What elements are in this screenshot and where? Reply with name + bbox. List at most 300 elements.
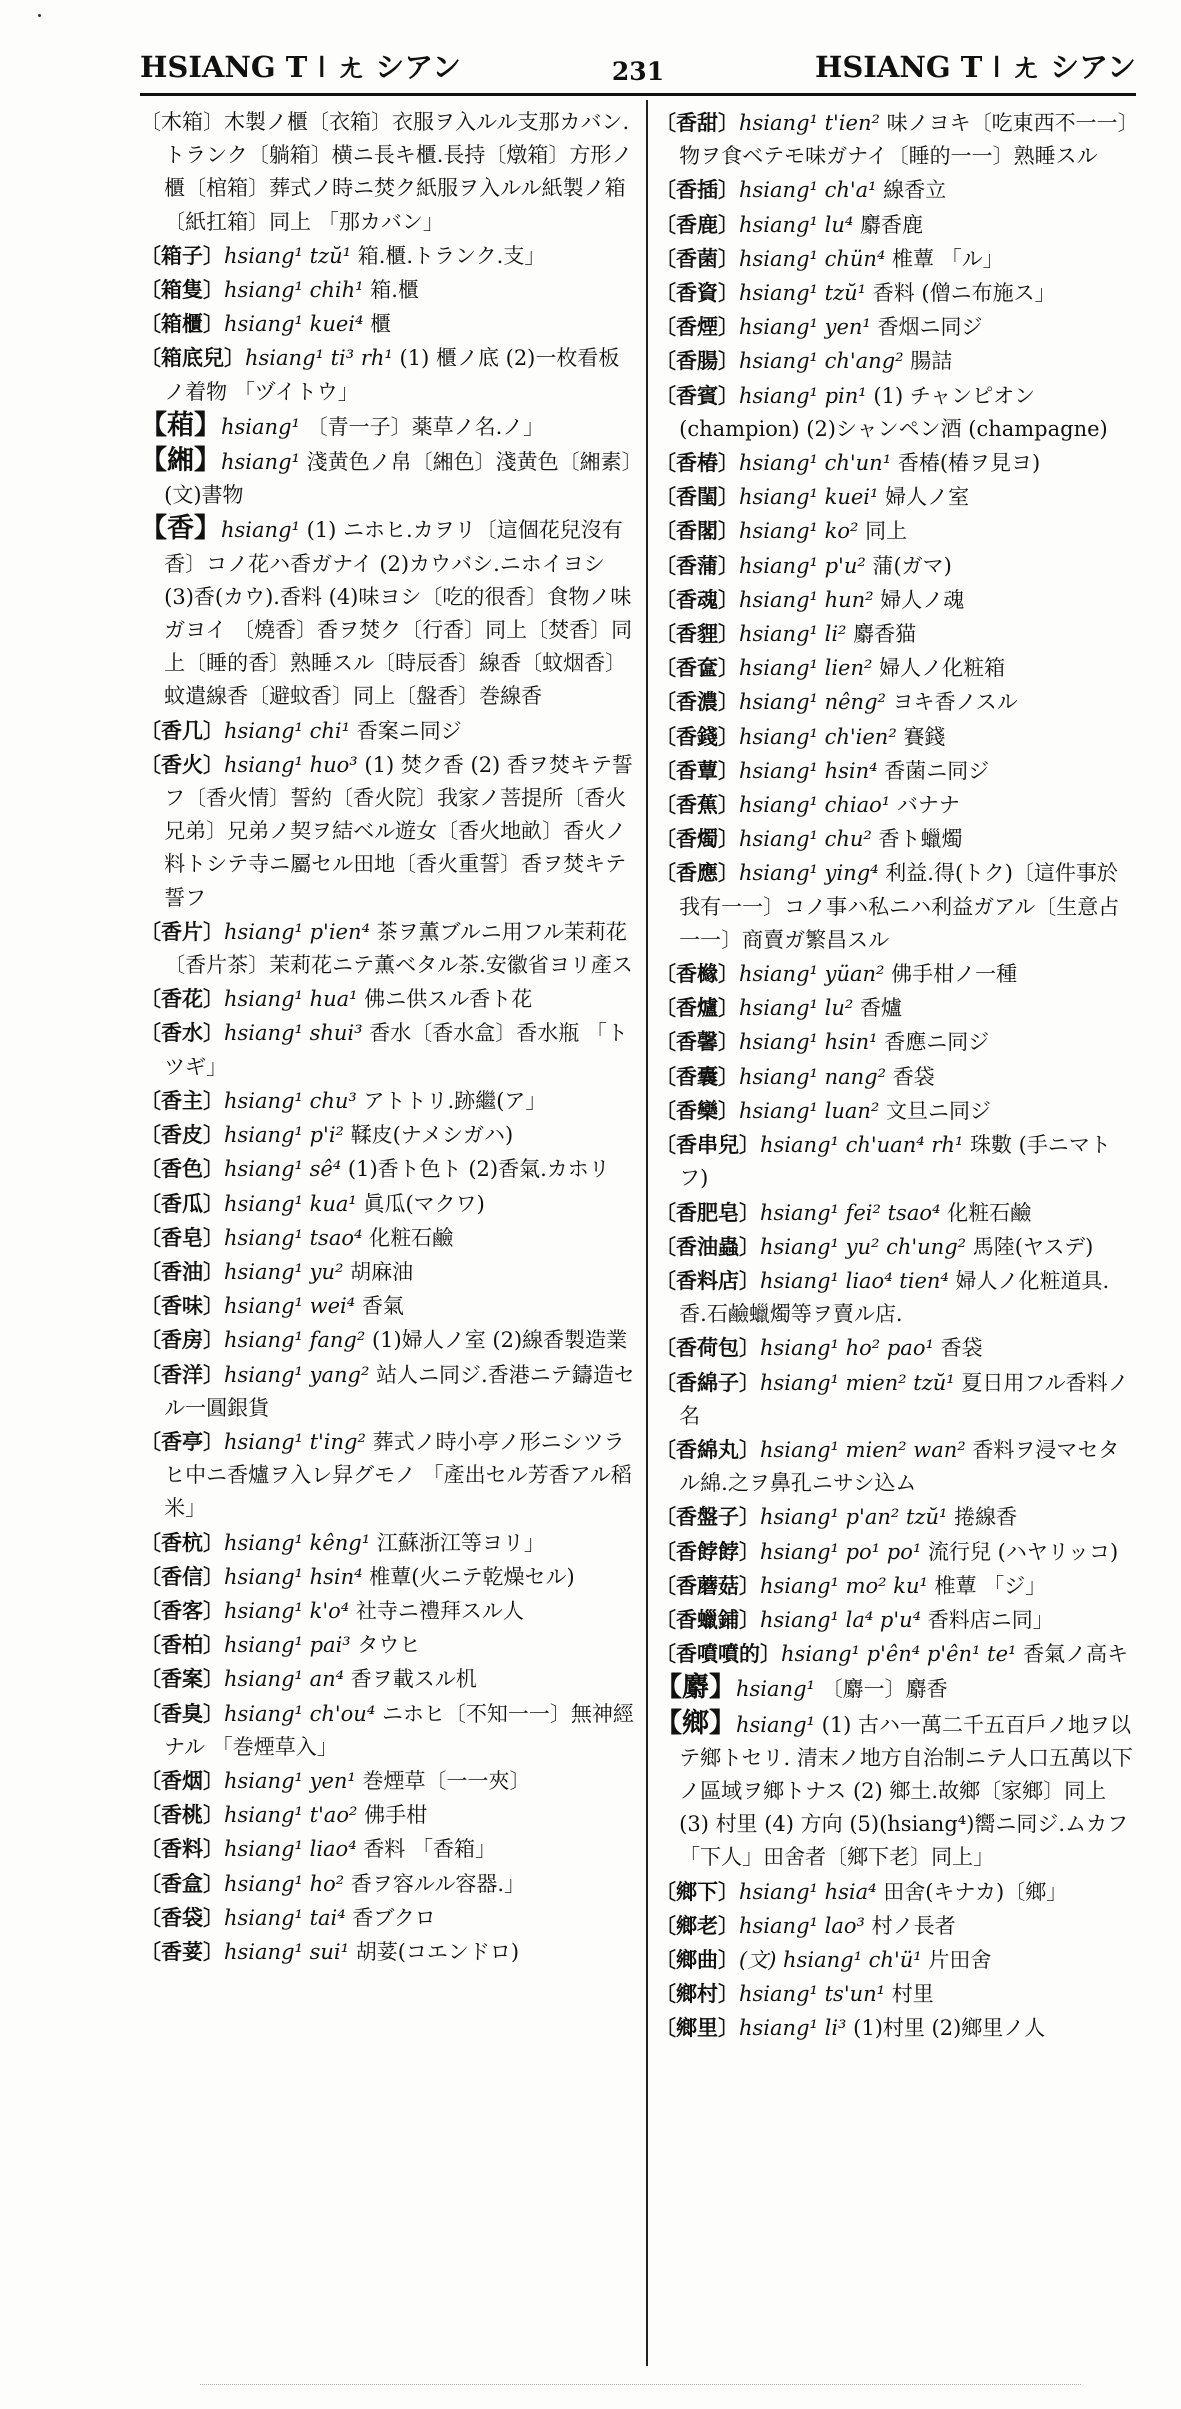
entry-romanization: hsiang¹ ch'uan⁴ rh¹	[760, 1133, 964, 1158]
entry-romanization: hsiang¹ lien²	[739, 656, 873, 681]
print-speck	[38, 14, 41, 17]
entry-romanization: (文) hsiang¹ ch'ü¹	[739, 1947, 922, 1972]
entry-definition: 香料 (僧ニ布施ス」	[872, 281, 1056, 306]
entry-definition: 佛手柑	[364, 1803, 428, 1828]
entry-romanization: hsiang¹ liao⁴ tien⁴	[760, 1268, 949, 1293]
dictionary-entry	[655, 1264, 1136, 1331]
entry-definition: 婦人ノ化粧道具.香.石鹼蠟燭等ヲ賣ル店.	[679, 1268, 1110, 1327]
entry-definition: 香案ニ同ジ	[356, 718, 462, 743]
dictionary-entry	[140, 1016, 637, 1083]
entry-headword: 〔香色〕	[140, 1156, 224, 1182]
entry-headword: 〔香盤子〕	[655, 1504, 760, 1530]
bottom-dotted-edge	[200, 2384, 1081, 2385]
entry-definition: 麝香猫	[853, 622, 917, 647]
entry-headword: 〔香洋〕	[140, 1361, 224, 1387]
entry-headword: 〔香魂〕	[655, 586, 739, 612]
entry-headword: 〔香盒〕	[140, 1870, 224, 1896]
entry-definition: 江蘇浙江等ヨリ」	[376, 1530, 545, 1555]
entry-definition: 香氣	[361, 1294, 404, 1319]
dictionary-entry	[140, 1867, 637, 1901]
entry-definition: 胡荽(コエンドロ)	[355, 1939, 520, 1964]
entry-headword: 〔鄉村〕	[655, 1981, 739, 2007]
entry-definition: 佛ニ供スル香ト花	[364, 987, 533, 1012]
entry-definition: 香ヲ載スル机	[350, 1667, 477, 1692]
dictionary-entry	[655, 208, 1136, 242]
entry-romanization: hsiang¹	[221, 518, 300, 543]
entry-definition: (1) チャンピオン (champion) (2)シャンペン酒 (champagne)	[679, 383, 1108, 441]
entry-definition: 婦人ノ室	[885, 485, 970, 510]
entry-headword: 〔香甜〕	[655, 110, 739, 135]
dictionary-entry	[655, 788, 1136, 822]
entry-definition: 婦人ノ化粧箱	[879, 656, 1006, 681]
entry-headword: 〔香几〕	[140, 717, 224, 743]
entry-definition: 田舍(キナカ)〔鄉」	[883, 1879, 1068, 1904]
entry-headword: 〔香鹿〕	[655, 211, 739, 237]
dictionary-entry	[655, 173, 1136, 207]
entry-headword: 〔香錢〕	[655, 723, 739, 749]
entry-definition: 麝香鹿	[859, 212, 923, 237]
entry-headword: 〔香袋〕	[140, 1904, 224, 1930]
entry-definition: 香袋	[940, 1336, 983, 1361]
entry-definition: 化粧石鹼	[369, 1225, 454, 1250]
entry-definition: (1)香ト色ト (2)香氣.カホリ	[347, 1157, 610, 1182]
entry-definition: 香椿(椿ヲ見ヨ)	[897, 451, 1041, 476]
entry-definition: 香氣ノ高キ	[1023, 1642, 1129, 1667]
dictionary-entry	[140, 512, 637, 713]
entry-definition: 村ノ長者	[871, 1913, 956, 1938]
entry-definition: (1) 古ハ一萬二千五百戶ノ地ヲ以テ鄉トセリ. 清末ノ地方自治制ニテ人口五萬以下ノ區域ヲ鄉トナス (2) 鄉土.故鄉〔家鄉〕同上 (3) 村里 (4) 方向 (5)(hsiang⁴)嚮ニ同ジ.ムカフ 「下人」田舍者〔鄉下老〕同上」	[679, 1712, 1133, 1870]
entry-headword: 〔香蕉〕	[655, 792, 739, 818]
entry-headword: 〔香應〕	[655, 860, 739, 886]
dictionary-entry	[140, 1289, 637, 1323]
dictionary-entry	[140, 1594, 637, 1628]
entry-headword: 〔香資〕	[655, 280, 739, 306]
dictionary-entry	[655, 1025, 1136, 1059]
page-header	[140, 40, 1136, 86]
dictionary-entry	[140, 444, 637, 512]
entry-headword: 〔香馨〕	[655, 1029, 739, 1055]
entry-headword: 〔香荽〕	[140, 1938, 224, 1964]
entry-headword: 〔鄉里〕	[655, 2015, 739, 2041]
dictionary-entry	[655, 856, 1136, 957]
entry-headword: 〔香主〕	[140, 1087, 224, 1113]
entry-romanization: hsiang¹ hsin⁴	[739, 758, 878, 783]
entry-romanization: hsiang¹ ho² pao¹	[760, 1336, 934, 1361]
dictionary-entry	[655, 480, 1136, 514]
entry-romanization: hsiang¹ k'o⁴	[224, 1598, 350, 1623]
dictionary-entry	[140, 982, 637, 1016]
entry-romanization: hsiang¹ chiao¹	[739, 793, 891, 818]
entry-romanization: hsiang¹ wei⁴	[224, 1294, 356, 1319]
entry-headword: 〔香皮〕	[140, 1122, 224, 1148]
entry-headword: 〔香欒〕	[655, 1097, 739, 1123]
entry-definition: 蒲(ガマ)	[872, 553, 952, 578]
entry-definition: 香水〔香水盒〕香水瓶 「トツギ」	[164, 1021, 628, 1079]
dictionary-entry	[655, 1500, 1136, 1534]
entry-romanization: hsiang¹ p'an² tzŭ¹	[760, 1505, 948, 1530]
entry-romanization: hsiang¹ tzŭ¹	[739, 281, 867, 306]
entry-definition: 文旦ニ同ジ	[886, 1098, 991, 1123]
entry-romanization: hsiang¹ yen¹	[739, 315, 871, 340]
entry-romanization: hsiang¹ ch'ang²	[739, 349, 904, 374]
entry-headword: 〔箱隻〕	[140, 277, 224, 303]
entry-headword: 〔香餑餑〕	[655, 1538, 760, 1564]
entry-romanization: hsiang¹ sê⁴	[224, 1157, 342, 1182]
entry-headword: 〔香櫞〕	[655, 961, 739, 987]
entry-definition: 利益.得(トク)〔這件事於我有一一〕コノ事ハ私ニハ利益ガアル〔生意占一一〕商賣ガ繁昌スル	[679, 861, 1120, 952]
entry-headword: 〔香蒲〕	[655, 552, 739, 578]
entry-headword: 〔箱櫃〕	[140, 311, 224, 337]
dictionary-entry	[140, 1764, 637, 1798]
entry-headword: 〔香插〕	[655, 177, 739, 203]
entry-definition: 流行兒 (ハヤリッコ)	[927, 1539, 1119, 1564]
dictionary-entry	[140, 1526, 637, 1560]
entry-definition: 馬陸(ヤスデ)	[972, 1234, 1094, 1259]
entry-romanization: hsiang¹ li³	[739, 2016, 847, 2041]
entry-romanization: hsiang¹ mien² wan²	[760, 1437, 966, 1462]
entry-headword: 〔鄉下〕	[655, 1878, 739, 1904]
dictionary-entry	[655, 1094, 1136, 1128]
entry-headword: 〔香亭〕	[140, 1428, 224, 1454]
entry-headword: 〔香菌〕	[655, 245, 739, 271]
entry-romanization: hsiang¹ ho²	[224, 1871, 345, 1896]
entry-headword: 〔香奩〕	[655, 655, 739, 681]
dictionary-entry	[655, 514, 1136, 548]
entry-headword: 〔香烟〕	[140, 1767, 224, 1793]
entry-definition: 櫃	[370, 312, 392, 337]
entry-definition: 葬式ノ時小亭ノ形ニシツラヒ中ニ香爐ヲ入レ舁グモノ 「產出セル芳香アル稻米」	[164, 1429, 632, 1521]
entry-definition: (1) 櫃ノ底 (2)一枚看板ノ着物 「ヅイトウ」	[164, 346, 620, 404]
entry-definition: 婦人ノ魂	[880, 587, 965, 612]
entry-romanization: hsiang¹ kuei¹	[739, 485, 879, 510]
dictionary-entry	[655, 1603, 1136, 1637]
entry-romanization: hsiang¹ kêng¹	[224, 1530, 371, 1555]
entry-headword: 【香】	[140, 513, 221, 545]
entry-romanization: hsiang¹ hsin¹	[739, 1030, 878, 1055]
entry-definition: タウヒ	[357, 1633, 421, 1658]
entry-definition: 化粧石鹼	[947, 1200, 1032, 1225]
entry-romanization: hsiang¹ yen¹	[224, 1768, 356, 1793]
entry-definition: 香ト蠟燭	[878, 827, 963, 852]
dictionary-entry	[140, 307, 637, 341]
dictionary-entry	[655, 310, 1136, 344]
dictionary-entry	[655, 379, 1136, 446]
dictionary-entry	[140, 1560, 637, 1594]
entry-definition: 香袋	[892, 1064, 935, 1089]
entry-definition: 〔木箱〕木製ノ櫃〔衣箱〕衣服ヲ入ルル支那カバン.トランク〔躺箱〕横ニ長キ櫃.長持〔燉箱〕方形ノ櫃〔棺箱〕葬式ノ時ニ焚ク紙服ヲ入ルル紙製ノ箱〔紙扛箱〕同上 「那カバン」	[140, 110, 633, 234]
entry-definition: 香ブクロ	[352, 1905, 436, 1930]
entry-definition: 香菌ニ同ジ	[884, 758, 990, 783]
entry-definition: 香爐	[859, 996, 902, 1021]
entry-romanization: hsiang¹ lu⁴	[739, 212, 854, 237]
entry-headword: 〔香濃〕	[655, 689, 739, 715]
entry-definition: 鞣皮(ナメシガハ)	[350, 1123, 514, 1148]
entry-headword: 〔鄉老〕	[655, 1912, 739, 1938]
entry-definition: 椎蕈 「ル」	[892, 246, 1004, 271]
entry-headword: 〔香串兒〕	[655, 1132, 760, 1158]
dictionary-entry	[140, 1323, 637, 1357]
entry-headword: 〔香案〕	[140, 1666, 224, 1692]
dictionary-entry	[655, 1196, 1136, 1230]
entry-romanization: hsiang¹	[221, 414, 300, 439]
entry-definition: 胡麻油	[350, 1259, 414, 1284]
entry-headword: 〔香閨〕	[655, 484, 739, 510]
entry-romanization: hsiang¹ p'i²	[224, 1123, 344, 1148]
entry-romanization: hsiang¹ t'ien²	[739, 111, 880, 135]
dictionary-entry	[655, 1366, 1136, 1433]
entry-definition: 香料店ニ同」	[927, 1607, 1054, 1632]
entry-romanization: hsiang¹ la⁴ p'u⁴	[760, 1607, 922, 1632]
entry-romanization: hsiang¹ kua¹	[224, 1191, 357, 1216]
entry-romanization: hsiang¹ yu² ch'ung²	[760, 1234, 967, 1259]
entry-headword: 【葙】	[140, 409, 221, 441]
entry-headword: 〔香閣〕	[655, 518, 739, 544]
dictionary-entry	[655, 1671, 1136, 1706]
dictionary-entry	[655, 1535, 1136, 1569]
entry-headword: 〔香蠟鋪〕	[655, 1606, 760, 1632]
entry-definition: 香料ヲ浸マセタル綿.之ヲ鼻孔ニサシ込ム	[679, 1437, 1120, 1496]
dictionary-entry	[655, 276, 1136, 310]
dictionary-entry	[655, 991, 1136, 1025]
dictionary-entry	[655, 617, 1136, 651]
dictionary-entry	[140, 1832, 637, 1866]
entry-headword: 〔箱底兒〕	[140, 345, 245, 371]
entry-romanization: hsiang¹	[736, 1712, 815, 1737]
entry-definition: アトトリ.跡繼(ア」	[363, 1088, 547, 1113]
entry-definition: ヨキ香ノスル	[892, 690, 1018, 715]
entry-definition: 箱.櫃.トランク.支」	[357, 243, 546, 268]
entry-romanization: hsiang¹ p'u²	[739, 553, 866, 578]
dictionary-entry	[655, 1569, 1136, 1603]
entry-headword: 〔香賓〕	[655, 382, 739, 408]
page-number: 231	[611, 57, 665, 86]
entry-romanization: hsiang¹ pai³	[224, 1633, 351, 1658]
entry-romanization: hsiang¹ ch'ien²	[739, 724, 897, 749]
entry-romanization: hsiang¹ lu²	[739, 996, 854, 1021]
entry-romanization: hsiang¹ tai⁴	[224, 1905, 346, 1930]
entry-romanization: hsiang¹ fang²	[224, 1328, 366, 1353]
dictionary-entry	[140, 1697, 637, 1764]
entry-romanization: hsiang¹ ko²	[739, 519, 859, 544]
dictionary-entry	[655, 1637, 1136, 1671]
entry-headword: 〔香花〕	[140, 986, 224, 1012]
entry-romanization: hsiang¹ ch'ou⁴	[224, 1701, 376, 1726]
entry-romanization: hsiang¹ fei² tsao⁴	[760, 1200, 941, 1225]
entry-definition: 香料 「香箱」	[363, 1837, 496, 1862]
dictionary-entry	[655, 822, 1136, 856]
entry-headword: 〔香房〕	[140, 1327, 224, 1353]
dictionary-entry	[655, 651, 1136, 685]
dictionary-entry	[140, 1358, 637, 1425]
entry-definition: 腸詰	[910, 349, 953, 374]
entry-headword: 〔箱子〕	[140, 242, 224, 268]
dictionary-entry	[655, 1230, 1136, 1264]
dictionary-entry	[655, 1875, 1136, 1909]
entry-romanization: hsiang¹ hsin⁴	[224, 1564, 363, 1589]
dictionary-entry	[140, 1255, 637, 1289]
dictionary-entry	[140, 1935, 637, 1969]
dictionary-entry	[655, 720, 1136, 754]
entry-romanization: hsiang¹	[736, 1677, 815, 1702]
dictionary-entry	[140, 1662, 637, 1696]
entry-romanization: hsiang¹	[221, 450, 300, 475]
entry-definition: 同上	[865, 519, 908, 544]
running-head-right: HSIANG T ǀ ㄤ シアン	[814, 50, 1136, 84]
dictionary-entry	[140, 409, 637, 444]
entry-definition: 茶ヲ薫ブルニ用フル茉莉花〔香片茶〕茉莉花ニテ薫ベタル茶.安徽省ヨリ產ス	[164, 919, 633, 978]
entry-definition: 〔青一子〕薬草ノ名.ノ」	[306, 414, 545, 439]
entry-romanization: hsiang¹ tzŭ¹	[224, 243, 352, 268]
entry-headword: 〔香柏〕	[140, 1632, 224, 1658]
dictionary-entry	[140, 1084, 637, 1118]
entry-headword: 〔香火〕	[140, 751, 224, 777]
entry-headword: 〔香油〕	[140, 1258, 224, 1284]
entry-headword: 〔香桃〕	[140, 1802, 224, 1828]
entry-romanization: hsiang¹ mien² tzŭ¹	[760, 1370, 955, 1395]
entry-definition: 片田舍	[928, 1947, 992, 1972]
entry-definition: 夏日用フル香料ノ名	[679, 1370, 1129, 1428]
entry-romanization: hsiang¹ yüan²	[739, 962, 885, 987]
entry-headword: 〔香水〕	[140, 1020, 224, 1046]
entry-headword: 〔香爐〕	[655, 995, 739, 1021]
dictionary-entry	[140, 341, 637, 408]
entry-romanization: hsiang¹ po¹ po¹	[760, 1539, 922, 1564]
dictionary-entry	[140, 1118, 637, 1152]
dictionary-entry	[140, 748, 637, 915]
entry-romanization: hsiang¹ lao³	[739, 1913, 865, 1938]
entry-definition: 村里	[891, 1982, 934, 2007]
entry-romanization: hsiang¹ mo² ku¹	[760, 1573, 928, 1598]
entry-romanization: hsiang¹ huo³	[224, 752, 358, 777]
entry-definition: 珠數 (手ニマトフ)	[679, 1133, 1111, 1191]
entry-romanization: hsiang¹ shui³	[224, 1021, 363, 1046]
dictionary-entry	[655, 242, 1136, 276]
entry-definition: バナナ	[896, 793, 960, 818]
entry-romanization: hsiang¹ ch'a¹	[739, 178, 877, 203]
dictionary-entry	[655, 1977, 1136, 2011]
entry-romanization: hsiang¹ hun²	[739, 587, 874, 612]
entry-definition: 線香立	[883, 178, 947, 203]
entry-headword: 〔鄉曲〕	[655, 1946, 739, 1972]
entry-definition: 佛手柑ノ一種	[891, 962, 1018, 987]
entry-headword: 〔香料〕	[140, 1836, 224, 1862]
entry-definition: (1) 焚ク香 (2) 香ヲ焚キテ誓フ〔香火情〕誓約〔香火院〕我家ノ菩提所〔香火兄弟〕兄弟ノ契ヲ結ベル遊女〔香火地畝〕香火ノ料トシテ寺ニ屬セル田地〔香火重誓〕香ヲ焚キテ誓フ	[164, 752, 633, 910]
entry-definition: 香ヲ容ルル容器.」	[350, 1871, 526, 1896]
entry-romanization: hsiang¹ luan²	[739, 1098, 880, 1123]
dictionary-entry	[140, 273, 637, 307]
entry-definition: 巻煙草〔一一夾〕	[362, 1768, 531, 1793]
dictionary-entry	[140, 1187, 637, 1221]
dictionary-entry	[655, 1128, 1136, 1195]
entry-romanization: hsiang¹ li²	[739, 622, 847, 647]
entry-headword: 〔香片〕	[140, 918, 224, 944]
entry-headword: 〔香燭〕	[655, 826, 739, 852]
dictionary-entry	[655, 1707, 1136, 1875]
entry-definition: 賽錢	[903, 724, 946, 749]
header-rule	[140, 93, 1136, 96]
dictionary-entry	[140, 915, 637, 982]
entry-headword: 〔香腸〕	[655, 348, 739, 374]
entry-headword: 【鄉】	[655, 1707, 736, 1739]
left-column	[140, 106, 637, 2368]
dictionary-entry	[140, 714, 637, 748]
dictionary-entry	[655, 106, 1136, 173]
entry-romanization: hsiang¹ ying⁴	[739, 861, 879, 886]
entry-definition: (1)婦人ノ室 (2)線香製造業	[371, 1328, 628, 1353]
entry-headword: 〔香客〕	[140, 1597, 224, 1623]
entry-headword: 〔香囊〕	[655, 1063, 739, 1089]
entry-headword: 〔香杭〕	[140, 1529, 224, 1555]
entry-definition: 味ノヨキ〔吃東西不一一〕物ヲ食ベテモ味ガナイ〔睡的一一〕熟睡スル	[679, 111, 1129, 169]
entry-definition: 香應ニ同ジ	[884, 1030, 990, 1055]
entry-definition: 椎蕈 「ジ」	[934, 1573, 1047, 1598]
entry-romanization: hsiang¹ t'ing²	[224, 1429, 366, 1454]
dictionary-entry	[655, 1060, 1136, 1094]
entry-definition: 眞瓜(マクワ)	[363, 1191, 485, 1216]
entry-headword: 〔香臭〕	[140, 1700, 224, 1726]
dictionary-entry	[655, 344, 1136, 378]
entry-romanization: hsiang¹ p'ên⁴ p'ên¹ te¹	[781, 1642, 1017, 1667]
entry-definition: 淺黄色ノ帛〔緗色〕淺黄色〔緗素〕(文)書物	[164, 450, 633, 508]
dictionary-entry	[140, 1901, 637, 1935]
entry-headword: 〔香信〕	[140, 1563, 224, 1589]
entry-headword: 〔香蕈〕	[655, 757, 739, 783]
entry-headword: 【麝】	[655, 1672, 736, 1704]
entry-headword: 【緗】	[140, 445, 221, 477]
right-column	[655, 106, 1136, 2368]
entry-headword: 〔香噴噴的〕	[655, 1641, 781, 1667]
dictionary-entry	[655, 1909, 1136, 1943]
entry-headword: 〔香椿〕	[655, 450, 739, 476]
entry-romanization: hsiang¹ tsao⁴	[224, 1225, 363, 1250]
dictionary-entry	[655, 1331, 1136, 1365]
dictionary-entry	[140, 1152, 637, 1186]
entry-headword: 〔香肥皂〕	[655, 1199, 760, 1225]
entry-romanization: hsiang¹ hua¹	[224, 987, 358, 1012]
entry-romanization: hsiang¹ p'ien⁴	[224, 919, 370, 944]
dictionary-entry	[655, 957, 1136, 991]
entry-romanization: hsiang¹ ti³ rh¹	[245, 346, 393, 371]
entry-romanization: hsiang¹ yu²	[224, 1259, 344, 1284]
entry-headword: 〔香皂〕	[140, 1224, 224, 1250]
entry-headword: 〔香貍〕	[655, 621, 739, 647]
dictionary-entry	[140, 106, 637, 239]
entry-headword: 〔香瓜〕	[140, 1190, 224, 1216]
entry-romanization: hsiang¹ liao⁴	[224, 1837, 357, 1862]
dictionary-entry	[655, 446, 1136, 480]
entry-romanization: hsiang¹ t'ao²	[224, 1803, 358, 1828]
entry-definition: (1) ニホヒ.カヲリ〔這個花兒沒有香〕コノ花ハ香ガナイ (2)カウバシ.ニホイヨシ (3)香(カウ).香料 (4)味ヨシ〔吃的很香〕食物ノ味ガヨイ 〔燒香〕香ヲ焚ク〔行香〕同上〔焚香〕同上〔睡的香〕熟睡スル〔時辰香〕線香〔蚊烟香〕蚊遣線香〔避蚊香〕同上〔盤香〕巻線香	[164, 518, 633, 709]
dictionary-entry	[655, 1433, 1136, 1500]
entry-romanization: hsiang¹ nêng²	[739, 690, 886, 715]
entry-romanization: hsiang¹ chi¹	[224, 718, 351, 743]
dictionary-entry	[655, 549, 1136, 583]
entry-romanization: hsiang¹ ts'un¹	[739, 1982, 886, 2007]
entry-definition: 社寺ニ禮拜スル人	[355, 1598, 524, 1623]
dictionary-entry	[655, 2011, 1136, 2045]
entry-headword: 〔香煙〕	[655, 314, 739, 340]
entry-romanization: hsiang¹ chih¹	[224, 278, 364, 303]
entry-definition: 站人ニ同ジ.香港ニテ鑄造セル一圓銀貨	[164, 1362, 635, 1420]
entry-headword: 〔香荷包〕	[655, 1335, 760, 1361]
entry-romanization: hsiang¹ kuei⁴	[224, 312, 364, 337]
column-divider	[646, 100, 648, 2366]
entry-definition: 箱.櫃	[370, 278, 419, 303]
entry-headword: 〔香綿丸〕	[655, 1436, 760, 1462]
entry-definition: 香烟ニ同ジ	[877, 315, 983, 340]
entry-romanization: hsiang¹ chu³	[224, 1088, 357, 1113]
entry-romanization: hsiang¹ ch'un¹	[739, 451, 892, 476]
